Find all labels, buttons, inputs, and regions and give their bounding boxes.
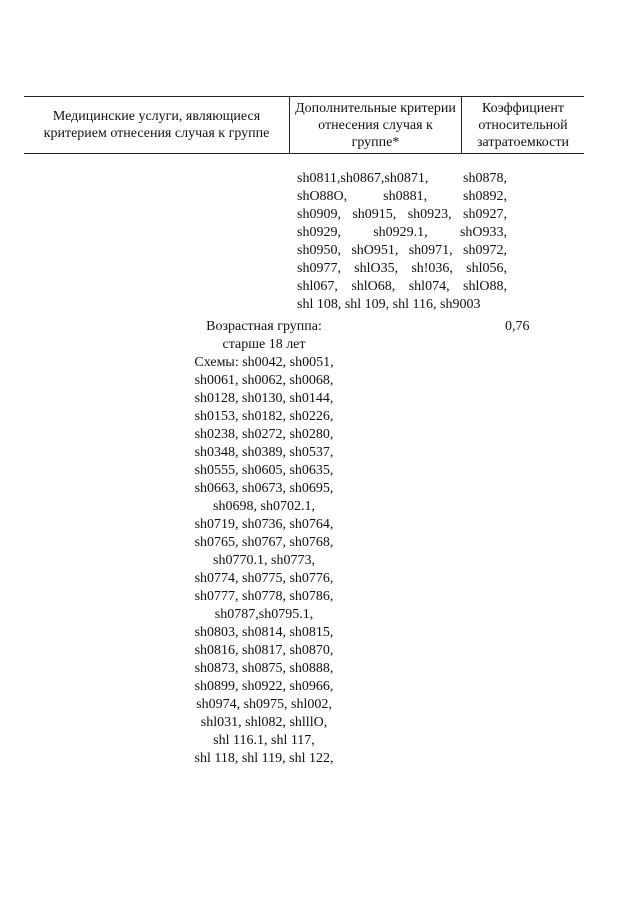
- criteria-code: shlO88,: [463, 279, 507, 294]
- criteria-code: sh0950,: [297, 243, 341, 258]
- criteria-line: [297, 188, 507, 206]
- scheme-line: sh0803, sh0814, sh0815,: [194, 625, 334, 640]
- criteria-line: [297, 260, 507, 278]
- criteria-code: sh0892,: [463, 189, 507, 204]
- scheme-line: sh0899, sh0922, sh0966,: [194, 679, 334, 694]
- criteria-code: shl074,: [408, 279, 450, 294]
- criteria-code: shl 108, shl 109, shl 116, sh9003: [297, 297, 481, 312]
- age-group-label: Возрастная группа:: [206, 319, 322, 334]
- scheme-line: shl 118, shl 119, shl 122,: [194, 751, 334, 766]
- criteria-code: sh0927,: [463, 207, 507, 222]
- scheme-line: sh0555, sh0605, sh0635,: [194, 463, 334, 478]
- criteria-code: sh!036,: [411, 261, 453, 276]
- scheme-line: sh0765, sh0767, sh0768,: [194, 535, 334, 550]
- scheme-line: shl031, shl082, shlllO,: [200, 715, 328, 730]
- criteria-code: shO88O,: [297, 189, 348, 204]
- scheme-line: sh0787,sh0795.1,: [214, 607, 314, 622]
- criteria-code: sh0915,: [352, 207, 397, 222]
- criteria-code: shO951,: [351, 243, 399, 258]
- criteria-code: sh0929,: [297, 225, 341, 240]
- criteria-code: sh0972,: [463, 243, 507, 258]
- header-medical-services: Медицинские услуги, являющиеся критерием отнесения случая к группе: [43, 109, 270, 141]
- criteria-line: [297, 224, 507, 242]
- scheme-line: sh0698, sh0702.1,: [213, 499, 315, 514]
- scheme-line: sh0777, sh0778, sh0786,: [194, 589, 334, 604]
- scheme-line: sh0873, sh0875, sh0888,: [194, 661, 334, 676]
- criteria-code: sh0909,: [297, 207, 341, 222]
- criteria-code: sh0929.1,: [373, 225, 428, 240]
- scheme-line: sh0974, sh0975, shl002,: [196, 697, 332, 712]
- scheme-line: shl 116.1, shl 117,: [213, 733, 315, 748]
- criteria-code: sh0923,: [407, 207, 452, 222]
- scheme-line: sh0061, sh0062, sh0068,: [194, 373, 334, 388]
- criteria-code: shl067,: [297, 279, 338, 294]
- age-group-value: старше 18 лет: [222, 337, 306, 352]
- scheme-line: sh0774, sh0775, sh0776,: [194, 571, 334, 586]
- criteria-line: [297, 242, 507, 260]
- criteria-code: shlO35,: [354, 261, 399, 276]
- additional-criteria-list: [297, 170, 507, 314]
- criteria-code: shO933,: [459, 225, 507, 240]
- scheme-line: sh0128, sh0130, sh0144,: [194, 391, 334, 406]
- scheme-line: sh0238, sh0272, sh0280,: [194, 427, 334, 442]
- scheme-line: sh0153, sh0182, sh0226,: [194, 409, 334, 424]
- criteria-code: sh0881,: [383, 189, 428, 204]
- criteria-code: sh0971,: [408, 243, 453, 258]
- header-table: [24, 96, 584, 154]
- scheme-line: sh0719, sh0736, sh0764,: [194, 517, 334, 532]
- criteria-line: [297, 296, 507, 314]
- criteria-code: shl056,: [466, 261, 507, 276]
- criteria-line: [297, 170, 507, 188]
- header-additional-criteria: Дополнительные критерии отнесения случая к группе*: [289, 97, 461, 153]
- scheme-line: sh0770.1, sh0773,: [213, 553, 315, 568]
- criteria-code: sh0878,: [463, 171, 507, 186]
- criteria-line: [297, 206, 507, 224]
- criteria-code: shlO68,: [351, 279, 396, 294]
- age-group-schemes: [180, 318, 348, 768]
- criteria-line: [297, 278, 507, 296]
- criteria-code: sh0977,: [297, 261, 341, 276]
- scheme-line: Схемы: sh0042, sh0051,: [194, 355, 334, 370]
- scheme-line: sh0348, sh0389, sh0537,: [194, 445, 334, 460]
- criteria-code: sh0811,sh0867,sh0871,: [297, 171, 429, 186]
- scheme-line: sh0816, sh0817, sh0870,: [194, 643, 334, 658]
- header-coefficient: Коэффициент относительной затратоемкости: [461, 97, 584, 153]
- scheme-line: sh0663, sh0673, sh0695,: [194, 481, 334, 496]
- coefficient-value: 0,76: [505, 319, 530, 334]
